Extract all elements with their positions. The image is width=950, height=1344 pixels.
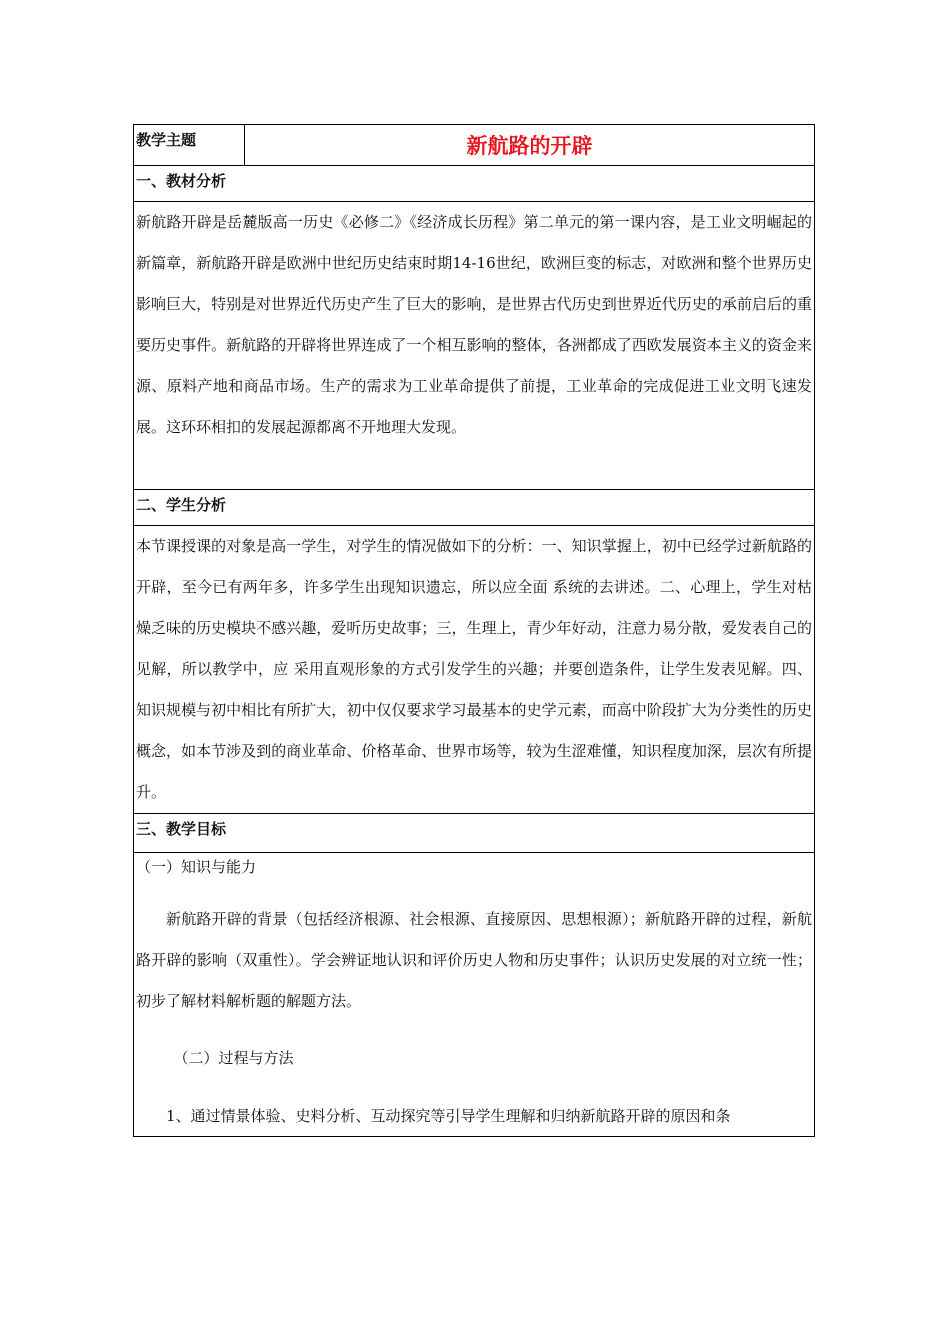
students-heading-row xyxy=(134,490,815,526)
page-title: 新航路的开辟 xyxy=(245,125,815,166)
objective-sub-knowledge: （一）知识与能力 xyxy=(136,858,257,876)
lesson-plan-table xyxy=(133,124,815,1137)
material-heading: 一、教材分析 xyxy=(134,166,815,202)
material-body-row xyxy=(134,202,815,490)
objectives-body xyxy=(134,853,815,1137)
objectives-heading-row xyxy=(134,814,815,853)
students-text: 本节课授课的对象是高一学生，对学生的情况做如下的分析：一、知识掌握上，初中已经学过新航路的开辟，至今已有两年多，许多学生出现知识遗忘，所以应全面 系统的去讲述。二、心理上，学生对枯燥乏味的历史模块不感兴趣，爱听历史故事；三，生理上，青少年好动，注意力易分散，爱发表自己的见解，所以教学中，应 采用直观形象的方式引发学生的兴趣；并要创造条件，让学生发表见解。四、知识规模与初中相比有所扩大，初中仅仅要求学习最基本的史学元素，而高中阶段扩大为分类性的历史概念，如本节涉及到的商业革命、价格革命、世界市场等，较为生涩难懂，知识程度加深，层次有所提升。 xyxy=(134,526,815,814)
material-text: 新航路开辟是岳麓版高一历史《必修二》《经济成长历程》第二单元的第一课内容，是工业文明崛起的新篇章，新航路开辟是欧洲中世纪历史结束时期14-16世纪，欧洲巨变的标志，对欧洲和整个世界历史影响巨大，特别是对世界近代历史产生了巨大的影响，是世界古代历史到世界近代历史的承前启后的重要历史事件。新航路的开辟将世界连成了一个相互影响的整体，各洲都成了西欧发展资本主义的资金来源、原料产地和商品市场。生产的需求为工业革命提供了前提，工业革命的完成促进工业文明飞速发展。这环环相扣的发展起源都离不开地理大发现。 xyxy=(134,202,815,490)
topic-label: 教学主题 xyxy=(134,125,245,166)
objectives-heading: 三、教学目标 xyxy=(134,814,815,853)
students-body-row xyxy=(134,526,815,814)
lesson-plan-sheet xyxy=(133,124,814,1137)
material-heading-row xyxy=(134,166,815,202)
topic-row xyxy=(134,125,815,166)
objective-sub-process: （二）过程与方法 xyxy=(173,1049,294,1067)
objectives-body-row xyxy=(134,853,815,1137)
objective-knowledge-text: 新航路开辟的背景（包括经济根源、社会根源、直接原因、思想根源）；新航路开辟的过程，新航路开辟的影响（双重性）。学会辨证地认识和评价历史人物和历史事件；认识历史发展的对立统一性；初步了解材料解析题的解题方法。 xyxy=(136,910,812,1010)
students-heading: 二、学生分析 xyxy=(134,490,815,526)
objective-process-item-1: 1、通过情景体验、史料分析、互动探究等引导学生理解和归纳新航路开辟的原因和条 xyxy=(166,1107,731,1125)
